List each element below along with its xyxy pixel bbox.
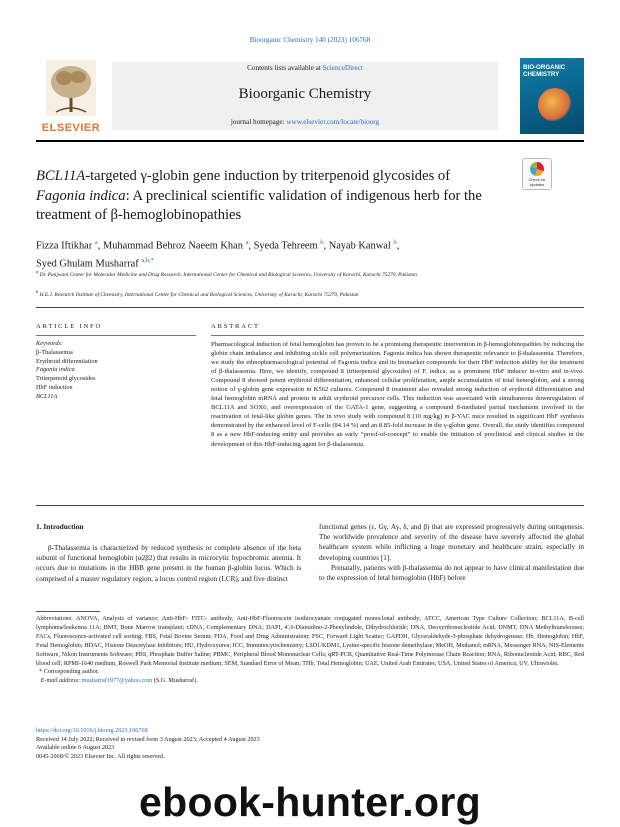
keyword-item: Erythroid differentiation: [36, 357, 98, 365]
title-segment: : A preclinical scientific validation of indigenous herb for the treatment of β-hemoglobinopathies: [36, 187, 482, 223]
article-info-rule: [36, 335, 196, 336]
affiliation-text: Dr. Panjwani Center for Molecular Medicine and Drug Research, International Center for Chemical and Biological Sciences, University of Karachi, Karachi 75270, Pakistan: [39, 271, 417, 278]
abstract-rule: [211, 335, 584, 336]
author-affil-sup[interactable]: a: [245, 239, 249, 246]
corresponding-note: * Corresponding author.: [36, 668, 100, 676]
abstract-divider: [36, 505, 584, 506]
sciencedirect-link[interactable]: ScienceDirect: [322, 64, 363, 72]
contents-line: [112, 64, 498, 72]
author-name[interactable]: Syed Ghulam Musharraf: [36, 258, 139, 270]
check-updates-label: Check for updates: [528, 177, 546, 187]
keywords-block: [36, 340, 196, 402]
watermark: ebook-hunter.org: [139, 779, 481, 825]
email-link[interactable]: musharraf1977@yahoo.com: [81, 677, 153, 685]
author-affil-sup[interactable]: b: [320, 239, 324, 246]
affiliation-divider: [36, 307, 584, 308]
homepage-line: [112, 118, 498, 126]
author-name[interactable]: Muhammad Behroz Naeem Khan: [102, 240, 243, 252]
intro-left-column: β-Thalassemia is characterized by reduced synthesis or complete absence of the beta subunit of functional hemoglobin (α2β2) that results in microcytic hypochromic anemia. It occurs due to mutations in the HBB gene present in the human β-globin locus. Which is comprised of a master regulatory region, a locus control region (LCR), and five distinct: [36, 544, 301, 583]
author-list: Fizza Iftikhar $^a$, Muhammad Behroz Naeem Khan $^a$, Syeda Tehreem $^b$, Nayab Kanwal $^b$, Syed Ghulam Musharraf $^{a,b,*}$: [36, 239, 400, 270]
author-name[interactable]: Fizza Iftikhar: [36, 240, 93, 252]
affiliation-a: $^a$ Dr. Panjwani Center for Molecular Medicine and Drug Research, International Center for Chemical and Biological Sciences, University of Karachi, Karachi 75270, Pakistan: [36, 269, 417, 278]
elsevier-tree-icon: [46, 60, 96, 116]
author-name[interactable]: Syeda Tehreem: [253, 240, 318, 252]
cover-graphic: [538, 88, 572, 122]
intro-right-column: [319, 522, 584, 583]
intro-paragraph: functional genes (ε, Gγ, Aγ, δ, and β) that are expressed progressively during ontogenesis. The worldwide prevalence and severity of the disease have severely affected the global healthcare system while inflicting a huge monetary and healthcare strain, especially in developing countries [1].: [319, 523, 584, 562]
keywords-label: Keywords:: [36, 340, 64, 347]
doi-link[interactable]: https://doi.org/10.1016/j.bioorg.2023.106768: [36, 727, 148, 734]
keyword-item: β-Thalassemia: [36, 348, 73, 356]
author-affil-sup[interactable]: a: [94, 239, 98, 246]
header-divider: [36, 140, 584, 142]
title-species: Fagonia indica: [36, 187, 126, 204]
introduction-heading: 1. Introduction: [36, 522, 84, 531]
intro-paragraph: Prenatally, patients with β-thalassemia do not appear to have clinical manifestation due to the expression of fetal hemoglobin (HbF) before: [319, 563, 584, 583]
keyword-item: Triterpenoid glycosides: [36, 375, 96, 383]
email-label: E-mail address:: [40, 677, 82, 685]
author-affil-sup[interactable]: b: [393, 239, 397, 246]
check-for-updates-button[interactable]: [522, 158, 552, 190]
article-title: [36, 167, 502, 226]
keyword-item: Fagonia indica: [36, 366, 75, 374]
title-gene: BCL11A: [36, 168, 86, 184]
journal-citation[interactable]: Bioorganic Chemistry 140 (2023) 106768: [249, 36, 371, 44]
abstract-text: Pharmacological induction of fetal hemoglobin has proven to be a promising therapeutic intervention in β-hemoglobinopathies by reducing the globin chain imbalance and inhibiting sickle cell polymerization. Fagonia indica has shown therapeutic relevance to β-thalassemia. Therefore, we study the ethnopharmacological potential of Fagonia indica and its biomarker compounds for their HbF induction ability for the treatment of β-thalassemia. Here, we identify, compound 8 (triterpenoid glycosides) of F. indica. as a prominent HbF inducer in-vitro and in-vivo. Compound 8 showed potent erythroid differentiation, enhanced cellular proliferation, ample accumulation of total hemoglobin, and a strong notion of γ-globin gene expression in K562 cultures. Compound 8 treatment also revealed strong induction of erythroid differentiation and fetal hemoglobin mRNA and protein in adult erythroid precursor cells. This induction was associated with simultaneous downregulation of BCL11A and SOX6, and overexpression of the GATA-1 gene, suggesting a compound 8-mediated partial mechanism involved in the reactivation of fetal-like globin genes. The in vivo study with compound 8 (10 mg/kg) in β-YAC mice resulted in significant HbF synthesis demonstrated by the enhanced level of F-cells (84.14 %) and an 8.85-fold increase in the γ-globin gene. Overall, the study identifies compound 8 as a new HbF-inducing entity and provides an early “proof-of-concept” to enable the initiation of preclinical and clinical studies in the development of this HbF-inducing agent for β-thalassemia.: [211, 341, 584, 448]
contents-prefix: Contents lists available at: [247, 64, 323, 72]
journal-title: Bioorganic Chemistry: [238, 86, 372, 102]
abstract-heading: ABSTRACT: [211, 323, 260, 330]
homepage-prefix: journal homepage:: [230, 118, 287, 126]
journal-header-box: [112, 62, 498, 130]
homepage-link[interactable]: www.elsevier.com/locate/bioorg: [286, 118, 380, 126]
article-info-heading: ARTICLE INFO: [36, 323, 103, 330]
keyword-item: BCL11A: [36, 392, 58, 400]
crossmark-icon: [530, 162, 544, 176]
copyright: 0045-2068/© 2023 Elsevier Inc. All rights reserved.: [36, 752, 165, 760]
footnotes: [36, 615, 584, 686]
corresponding-text: Corresponding author.: [43, 668, 100, 676]
received-dates: Received 14 July 2022; Received in revised form 3 August 2023; Accepted 4 August 2023: [36, 735, 260, 743]
email-line: [36, 677, 584, 686]
email-suffix: (S.G. Musharraf).: [152, 677, 198, 685]
author-name[interactable]: Nayab Kanwal: [328, 240, 391, 252]
journal-cover-image: [520, 58, 584, 134]
affiliation-text: H.E.J. Research Institute of Chemistry, International Center for Chemical and Biological Sciences, University of Karachi, Karachi 75270, Pakistan: [39, 291, 359, 298]
cover-title: BIO-ORGANIC CHEMISTRY: [523, 64, 566, 78]
journal-header: [36, 58, 584, 134]
keyword-item: HbF induction: [36, 383, 73, 391]
available-online: Available online 6 August 2023: [36, 744, 115, 752]
publication-info: [36, 727, 336, 761]
elsevier-logo: [36, 58, 106, 134]
affiliation-b: $^b$ H.E.J. Research Institute of Chemistry, International Center for Chemical and Biological Sciences, University of Karachi, Karachi 75270, Pakistan: [36, 289, 359, 298]
title-segment: -targeted γ-globin gene induction by triterpenoid glycosides of: [85, 168, 451, 184]
elsevier-wordmark: ELSEVIER: [41, 122, 101, 134]
abbreviations: Abbreviations: ANOVA, Analysis of variance; Anti-HbF- FITC- antibody, Anti-HbF-Fluorescein isothiocyanate conjugated monoclonal antibody; ATCC, American Type Culture Collection; BCL11A, B-cell lymphoma/leukemia 11A; BMT, Bone Marrow transplant; cDNA, Complementary DNA; DAPI, 4′,6-Diamidino-2-Phenylindole, Dihydrochloride; DNA, Deoxyribonucleotide Acid; DNMT, DNA Methyltransferases; FACs, Fluorescence-activated cell sorting; FBS, Fetal Bovine Serum; FDA, Food and Drug Administration; FSC, Forward Light Scatter; GAPDH, Glyceraldehyde-3-phosphate dehydrogenase; Hb, Hemoglobin; HbF, Fetal Hemoglobin; HDAC, Histone Deacetylase Inhibitors; HU, Hydroxyurea; ICC, Immunocytochemistry; LSD1/KDM1, Lysine-specific histone demethylase; MeOH, Methanol; mRNA, Messenger RNA; NIS-Elements Software, Nikon Instruments Software; PBS, Phosphate Buffer Saline; PBMC, Peripheral Blood Mononuclear Cells; qRT-PCR, Quantitative Real-Time Polymerase Chain Reaction; RNA, Ribonucleotide Acid; RBC, Red blood cell; RPMI-1640 medium, Roswell Park Memorial Institute medium; SEM, Standard Error of Mean; THb, Total Hemoglobin; UAE, United Arab Emirates; USA, United States of America; UV, Ultraviolet.: [36, 615, 584, 667]
footnote-rule: [36, 611, 100, 612]
author-affil-sup[interactable]: a,b,*: [141, 256, 154, 264]
